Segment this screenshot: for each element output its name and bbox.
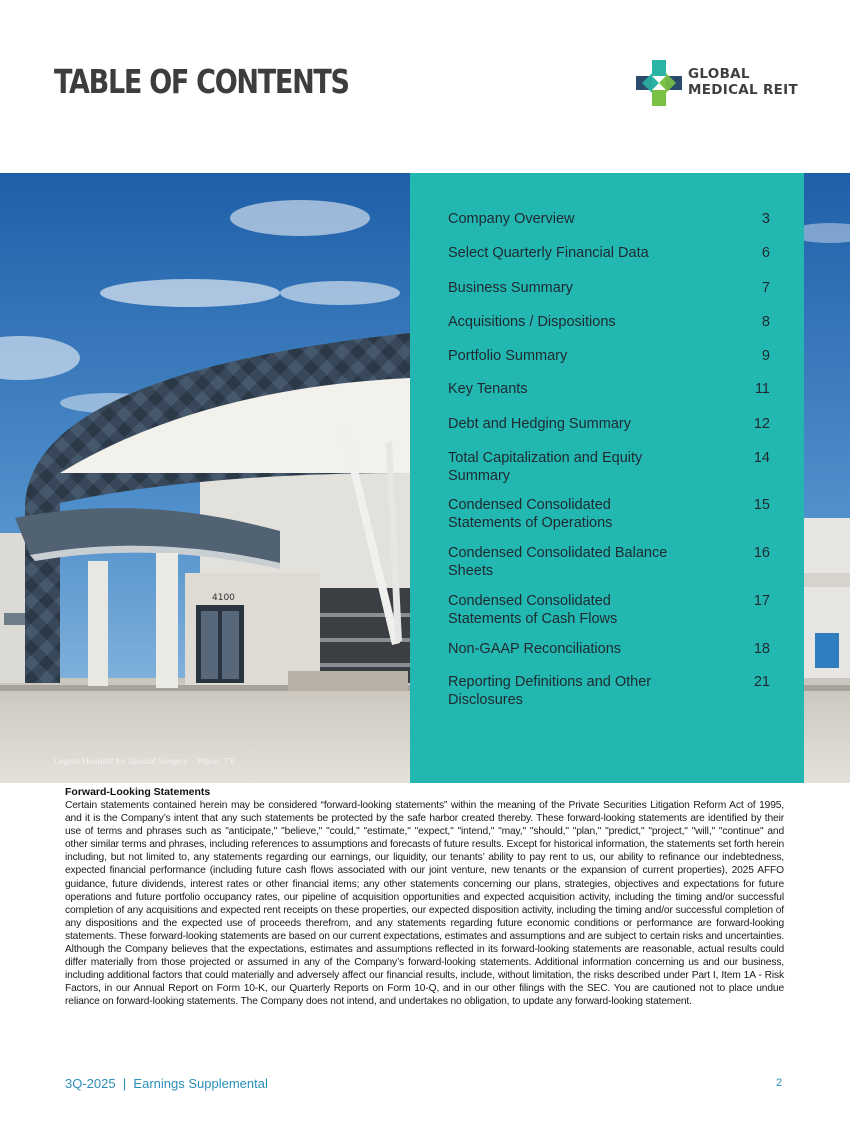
medical-cross-logo-icon [636, 60, 682, 106]
toc-label: Debt and Hedging Summary [448, 416, 631, 432]
toc-label: Business Summary [448, 280, 573, 296]
forward-looking-statements [65, 786, 784, 1009]
toc-page-number: 6 [761, 245, 770, 261]
toc-page-number: 11 [754, 381, 770, 397]
page-title: TABLE OF CONTENTS [54, 62, 349, 101]
footer-page-number: 2 [776, 1077, 783, 1089]
toc-page-number: 12 [753, 416, 770, 432]
forward-looking-body: Certain statements contained herein may be considered “forward-looking statements” within the meaning of the Private Securities Litigation Reform Act of 1995, and it is the Company’s intent that any such statements be protected by the safe harbor created thereby. These forward-looking statements are identified by their use of terms and phrases such as "anticipate," "believe," "could," "estimate," "expect," "intend," "may," "should," "plan," "predict," "project," "will," "continue" and other similar terms and phrases, including references to assumptions and forecasts of future results. Except for historical information, the statements set forth herein including, but not limited to, any statements regarding our earnings, our liquidity, our tenants’ ability to pay rent to us, our ability to refinance our indebtedness, expected financial performance (including future cash flows associated with our joint venture, new tenants or the expansion of current properties), 2025 AFFO guidance, future dividends, interest rates or other financial items; any other statements concerning our plans, strategies, objectives and expectations for future operations and future portfolio occupancy rates, our pipeline of acquisition opportunities and expected acquisition activity, including the timing and/or successful completion of any acquisitions and expected rent receipts on these properties, our expected disposition activity, including the timing and/or successful completion of any dispositions and the expected use of proceeds therefrom, and any statements regarding future economic conditions or performance are forward-looking statements. These forward-looking statements are based on our current expectations, estimates and assumptions and are subject to certain risks and uncertainties. Although the Company believes that the expectations, estimates and assumptions reflected in its forward-looking statements are reasonable, actual results could differ materially from those projected or assumed in any of the Company’s forward-looking statements. Additional information concerning us and our business, including additional factors that could materially and adversely affect our financial results, include, without limitation, the risks described under Part I, Item 1A - Risk Factors, in our Annual Report on Form 10-K, our Quarterly Reports on Form 10-Q, and in our other filings with the SEC. You are cautioned not to place undue reliance on forward-looking statements. The Company does not intend, and undertakes no obligation, to update any forward-looking statement. [65, 800, 784, 1008]
toc-page-number: 14 [753, 450, 770, 466]
logo-line-1: GLOBAL [688, 66, 750, 82]
logo-line-2: MEDICAL REIT [688, 82, 798, 98]
toc-page-number: 16 [753, 545, 770, 561]
forward-looking-title: Forward-Looking Statements [65, 786, 211, 798]
toc-label: Condensed Consolidated Statements of Cash Flows [448, 593, 618, 627]
toc-page-number: 8 [761, 314, 770, 330]
toc-label: Key Tenants [448, 381, 528, 397]
toc-page-number: 18 [753, 641, 770, 657]
company-logo [636, 60, 796, 108]
toc-page-number: 7 [761, 280, 770, 296]
toc-label: Portfolio Summary [448, 348, 568, 364]
toc-label: Acquisitions / Dispositions [448, 314, 616, 330]
toc-label: Reporting Definitions and Other Disclosures [448, 674, 652, 708]
toc-page-number: 21 [753, 674, 770, 690]
toc-page-number: 9 [761, 348, 770, 364]
footer-report-label: 3Q-2025 | Earnings Supplemental [65, 1076, 268, 1091]
toc-label: Condensed Consolidated Balance Sheets [448, 545, 668, 579]
toc-page-number: 17 [753, 593, 770, 609]
toc-page-number: 15 [753, 497, 770, 513]
building-sign: 4100 [212, 593, 235, 603]
toc-panel [410, 173, 804, 783]
toc-label: Select Quarterly Financial Data [448, 245, 649, 261]
toc-label: Total Capitalization and Equity Summary [448, 450, 643, 484]
photo-caption: Legent Hospital for Special Surgery – Plano, TX [54, 756, 235, 766]
toc-page-number: 3 [761, 211, 770, 227]
toc-label: Condensed Consolidated Statements of Operations [448, 497, 613, 531]
toc-label: Company Overview [448, 211, 575, 227]
toc-label: Non-GAAP Reconciliations [448, 641, 622, 657]
